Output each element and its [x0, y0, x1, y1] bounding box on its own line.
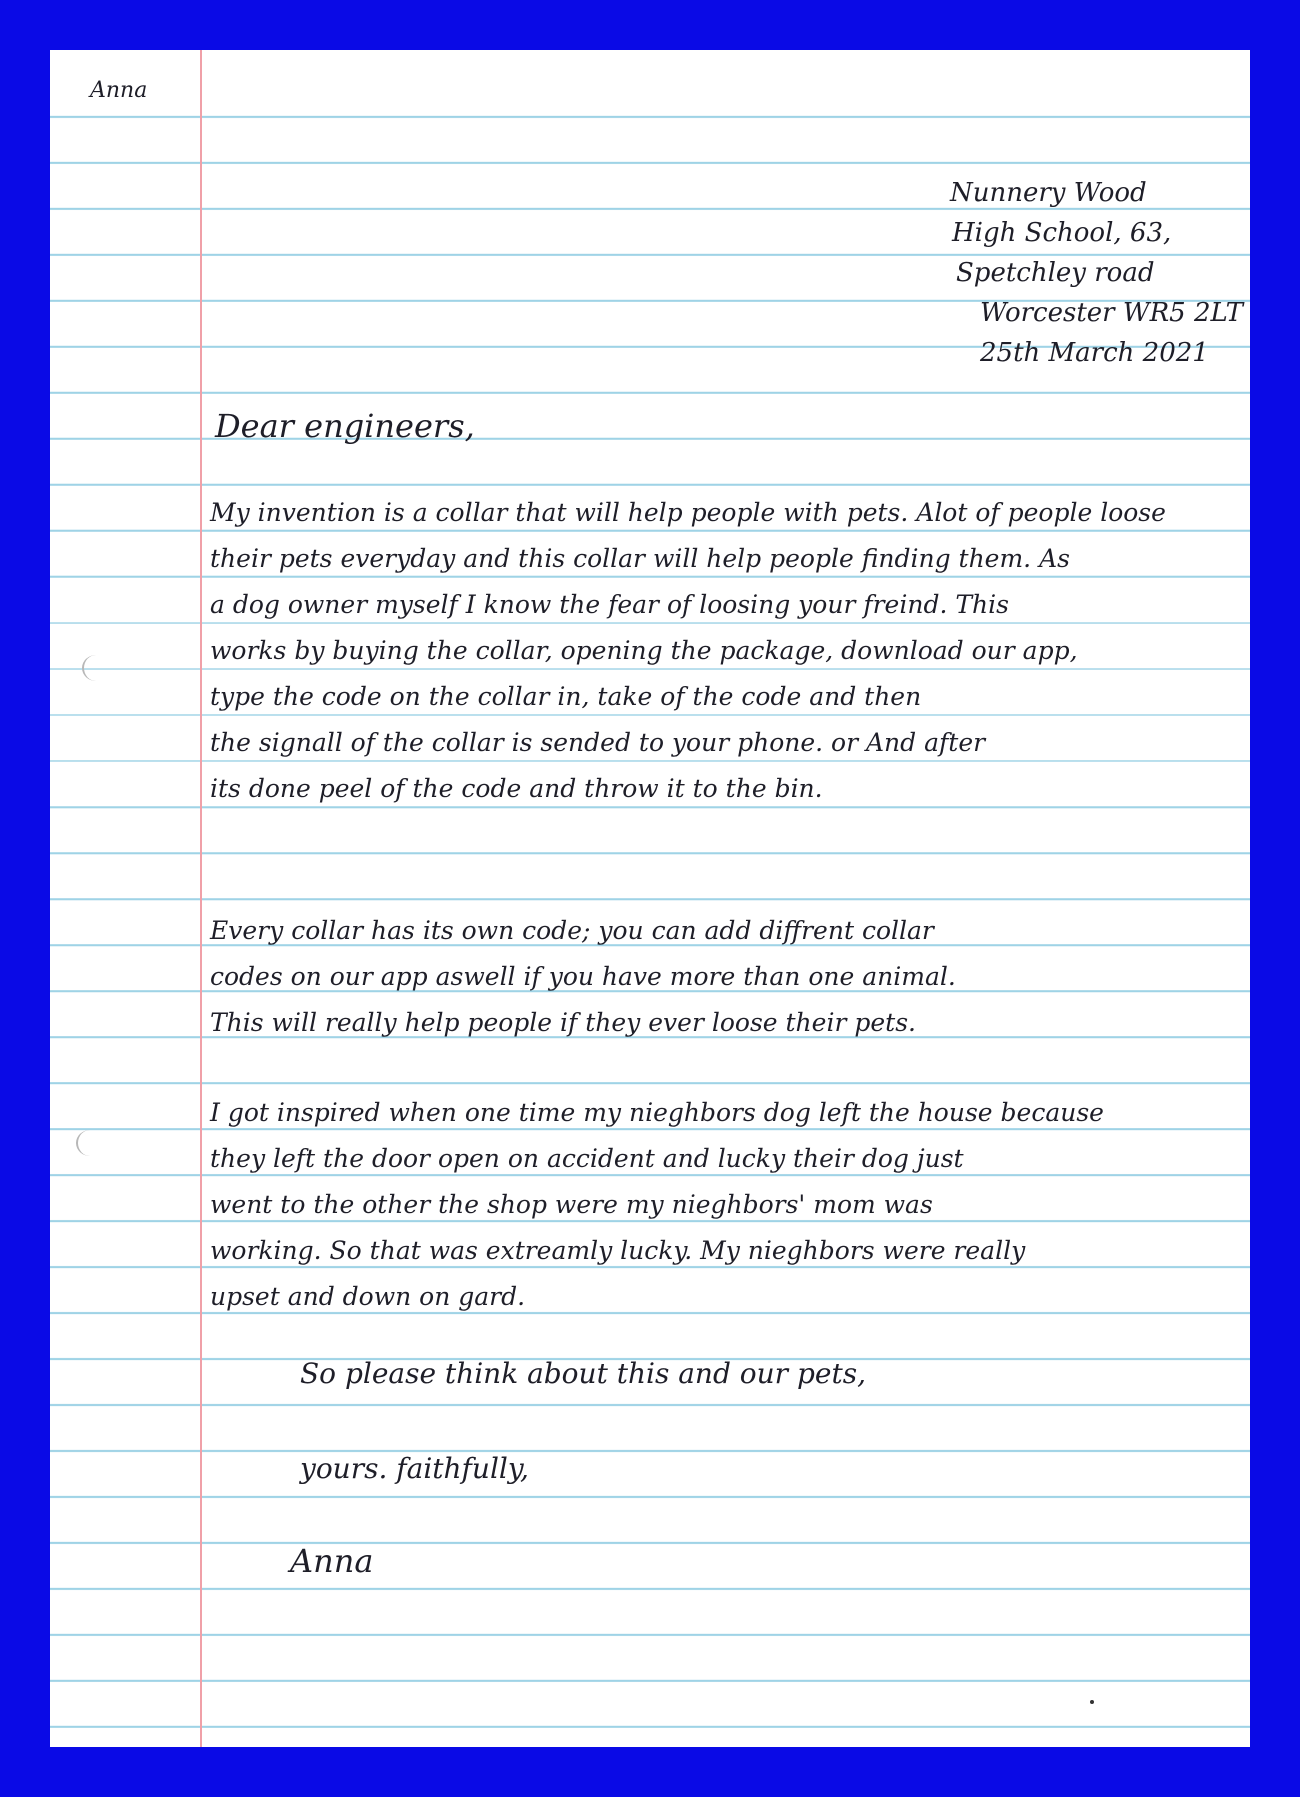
- text-line: working. So that was extreamly lucky. My nieghbors were really: [210, 1236, 1026, 1265]
- letter-date: 25th March 2021: [980, 338, 1209, 368]
- address-line: High School, 63,: [952, 218, 1172, 248]
- address-line: Spetchley road: [956, 258, 1155, 288]
- text-line: the signall of the collar is sended to your phone. or And after: [210, 728, 986, 757]
- address-line: Nunnery Wood: [950, 178, 1147, 208]
- punch-hole-mark: [82, 655, 110, 681]
- text-line: they left the door open on accident and lucky their dog just: [210, 1144, 964, 1173]
- ink-dot: [1090, 1700, 1094, 1704]
- text-line: type the code on the collar in, take of the code and then: [210, 682, 922, 711]
- punch-hole-mark: [76, 1130, 104, 1156]
- text-line: upset and down on gard.: [210, 1282, 526, 1311]
- text-line: their pets everyday and this collar will help people finding them. As: [210, 544, 1070, 573]
- text-line: a dog owner myself I know the fear of loosing your freind. This: [210, 590, 1009, 619]
- paragraph-invention: [210, 490, 1240, 812]
- lined-paper-sheet: [50, 50, 1250, 1747]
- text-line: Every collar has its own code; you can add diffrent collar: [210, 916, 934, 945]
- text-line: works by buying the collar, opening the package, download our app,: [210, 636, 1078, 665]
- margin-line: [200, 50, 202, 1747]
- corner-name: Anna: [90, 78, 148, 103]
- text-line: This will really help people if they ever loose their pets.: [210, 1008, 916, 1037]
- sender-address: [950, 180, 1250, 380]
- text-line: I got inspired when one time my nieghbors dog left the house because: [210, 1098, 1104, 1127]
- sign-off: yours. faithfully,: [300, 1452, 529, 1485]
- paragraph-inspiration: [210, 1090, 1240, 1320]
- text-line: went to the other the shop were my nieghbors' mom was: [210, 1190, 933, 1219]
- text-line: its done peel of the code and throw it to the bin.: [210, 774, 823, 803]
- text-line: My invention is a collar that will help people with pets. Alot of people loose: [210, 498, 1166, 527]
- text-line: codes on our app aswell if you have more than one animal.: [210, 962, 956, 991]
- address-line: Worcester WR5 2LT: [980, 298, 1243, 328]
- greeting: Dear engineers,: [215, 407, 475, 445]
- closing-line: So please think about this and our pets,: [300, 1357, 866, 1390]
- signature: Anna: [290, 1542, 374, 1580]
- paragraph-codes: [210, 908, 1240, 1046]
